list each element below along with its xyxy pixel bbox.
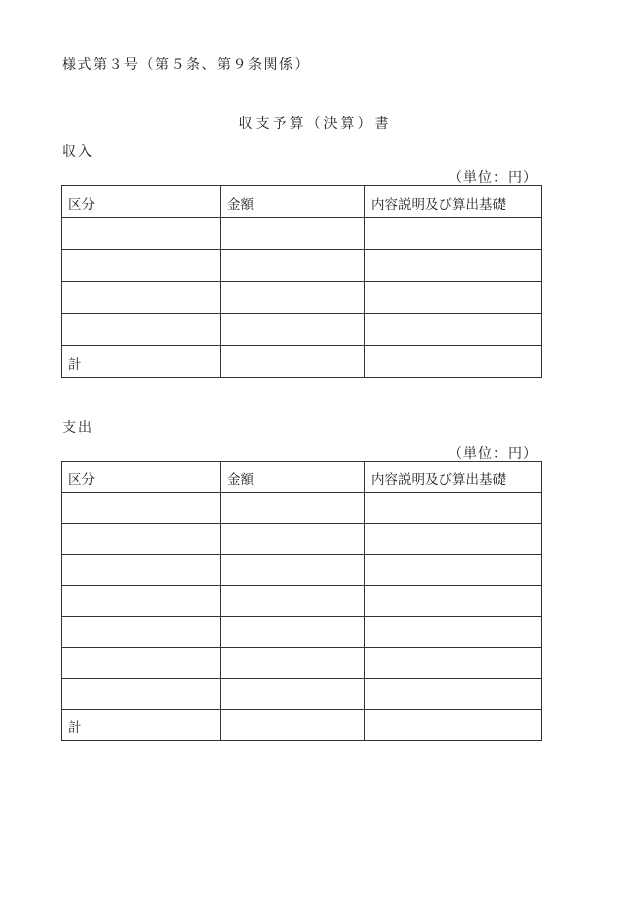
total-description-cell[interactable] (365, 346, 542, 378)
table-row (62, 679, 542, 710)
amount-cell[interactable] (221, 218, 365, 250)
income-unit-note: （単位：円） (448, 170, 538, 186)
amount-cell[interactable] (221, 555, 365, 586)
description-cell[interactable] (365, 648, 542, 679)
category-cell[interactable] (62, 524, 221, 555)
description-cell[interactable] (365, 218, 542, 250)
income-table-body (62, 218, 542, 378)
table-row (62, 493, 542, 524)
description-cell[interactable] (365, 555, 542, 586)
income-table (61, 185, 542, 378)
description-cell[interactable] (365, 679, 542, 710)
table-row (62, 586, 542, 617)
category-cell[interactable] (62, 679, 221, 710)
expense-header-row (62, 462, 542, 493)
category-cell[interactable] (62, 555, 221, 586)
category-cell[interactable] (62, 617, 221, 648)
category-cell[interactable] (62, 586, 221, 617)
description-cell[interactable] (365, 586, 542, 617)
category-cell[interactable] (62, 282, 221, 314)
form-number: 様式第３号（第５条、第９条関係） (62, 57, 310, 73)
expense-table (61, 461, 542, 741)
total-row (62, 710, 542, 741)
table-row (62, 617, 542, 648)
document-title: 収支予算（決算）書 (238, 116, 392, 132)
expense-col-description: 内容説明及び算出基礎 (365, 462, 542, 493)
income-col-amount: 金額 (221, 186, 365, 218)
amount-cell[interactable] (221, 617, 365, 648)
amount-cell[interactable] (221, 524, 365, 555)
expense-col-amount: 金額 (221, 462, 365, 493)
income-col-description: 内容説明及び算出基礎 (365, 186, 542, 218)
table-row (62, 282, 542, 314)
description-cell[interactable] (365, 617, 542, 648)
total-row (62, 346, 542, 378)
amount-cell[interactable] (221, 314, 365, 346)
total-amount-cell[interactable] (221, 346, 365, 378)
income-heading: 収入 (62, 144, 94, 160)
expense-unit-note: （単位：円） (448, 446, 538, 462)
amount-cell[interactable] (221, 679, 365, 710)
table-row (62, 555, 542, 586)
description-cell[interactable] (365, 493, 542, 524)
description-cell[interactable] (365, 314, 542, 346)
table-row (62, 218, 542, 250)
description-cell[interactable] (365, 250, 542, 282)
total-amount-cell[interactable] (221, 710, 365, 741)
expense-col-category: 区分 (62, 462, 221, 493)
income-col-category: 区分 (62, 186, 221, 218)
amount-cell[interactable] (221, 282, 365, 314)
amount-cell[interactable] (221, 250, 365, 282)
expense-table-body (62, 493, 542, 741)
category-cell[interactable] (62, 250, 221, 282)
description-cell[interactable] (365, 282, 542, 314)
amount-cell[interactable] (221, 648, 365, 679)
total-label: 計 (62, 346, 221, 378)
category-cell[interactable] (62, 493, 221, 524)
table-row (62, 648, 542, 679)
income-header-row (62, 186, 542, 218)
description-cell[interactable] (365, 524, 542, 555)
table-row (62, 524, 542, 555)
category-cell[interactable] (62, 314, 221, 346)
total-label: 計 (62, 710, 221, 741)
table-row (62, 314, 542, 346)
total-description-cell[interactable] (365, 710, 542, 741)
table-row (62, 250, 542, 282)
amount-cell[interactable] (221, 493, 365, 524)
category-cell[interactable] (62, 648, 221, 679)
category-cell[interactable] (62, 218, 221, 250)
expense-heading: 支出 (62, 420, 94, 436)
amount-cell[interactable] (221, 586, 365, 617)
